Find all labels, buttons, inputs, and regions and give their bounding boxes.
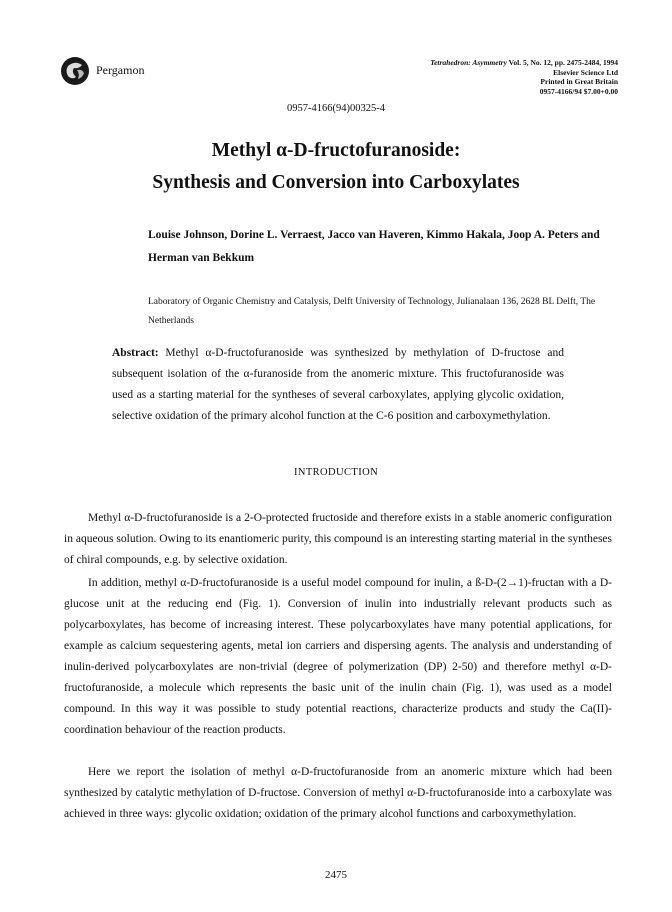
journal-volume: Vol. 5, No. 12, pp. 2475-2484, 1994 xyxy=(506,58,618,67)
article-id: 0957-4166(94)00325-4 xyxy=(287,103,385,114)
section-heading: INTRODUCTION xyxy=(293,467,379,478)
paragraph-2: In addition, methyl α-D-fructofuranoside is a useful model compound for inulin, a ß-D-(2→1)-fructan with a D-glucose unit at the reducing end (Fig. 1). Conversion of inulin into industrially relevant products such as polycarboxylates, has become of increasing interest. These polycarboxylates have many potential applications, for example as calcium sequestering agents, metal ion carriers and dispersing agents. The analysis and understanding of inulin-derived polycarboxylates are non-trivial (degree of polymerization (DP) 2-50) and therefore methyl α-D-fructofuranoside, a molecule which represents the basic unit of the inulin chain (Fig. 1), was used as a model compound. In this way it was possible to study potential reactions, characterize products and study the Ca(II)-coordination behaviour of the reaction products. xyxy=(64,577,612,736)
affiliation: Laboratory of Organic Chemistry and Catalysis, Delft University of Technology, Julianalaan 136, 2628 BL Delft, The Netherlands xyxy=(148,297,596,326)
page-number: 2475 xyxy=(325,869,347,881)
pergamon-logo-icon xyxy=(60,56,90,86)
journal-name: Tetrahedron: Asymmetry xyxy=(430,58,507,67)
printed-line: Printed in Great Britain xyxy=(540,77,618,86)
abstract-label: Abstract: xyxy=(112,347,159,359)
journal-info xyxy=(430,58,618,96)
author-list: Louise Johnson, Dorine L. Verraest, Jacco van Haveren, Kimmo Hakala, Joop A. Peters and Herman van Bekkum xyxy=(148,229,600,264)
paragraph-1: Methyl α-D-fructofuranoside is a 2-O-protected fructoside and therefore exists in a stable anomeric configuration in aqueous solution. Owing to its enantiomeric purity, this compound is an interesting starting material in the syntheses of chiral compounds, e.g. by selective oxidation. xyxy=(64,512,612,566)
paper-title-line-1: Methyl α-D-fructofuranoside: xyxy=(211,140,461,161)
abstract-text: Methyl α-D-fructofuranoside was synthesized by methylation of D-fructose and subsequent isolation of the α-furanoside from the anomeric mixture. This fructofuranoside was used as a starting material for the syntheses of several carboxylates, applying glycolic oxidation, selective oxidation of the primary alcohol function at the C-6 position and carboxymethylation. xyxy=(112,347,564,422)
publisher-name: Pergamon xyxy=(96,63,145,77)
paragraph-3: Here we report the isolation of methyl α-D-fructofuranoside from an anomeric mixture which had been synthesized by catalytic methylation of D-fructose. Conversion of methyl α-D-fructofuranoside into a carboxylate was achieved in three ways: glycolic oxidation; oxidation of the primary alcohol functions and carboxymethylation. xyxy=(64,766,612,820)
issn-price: 0957-4166/94 $7.00+0.00 xyxy=(539,86,618,96)
publisher-line: Elsevier Science Ltd xyxy=(553,67,618,77)
paper-title-line-2: Synthesis and Conversion into Carboxylates xyxy=(152,172,520,193)
abstract xyxy=(112,343,564,427)
